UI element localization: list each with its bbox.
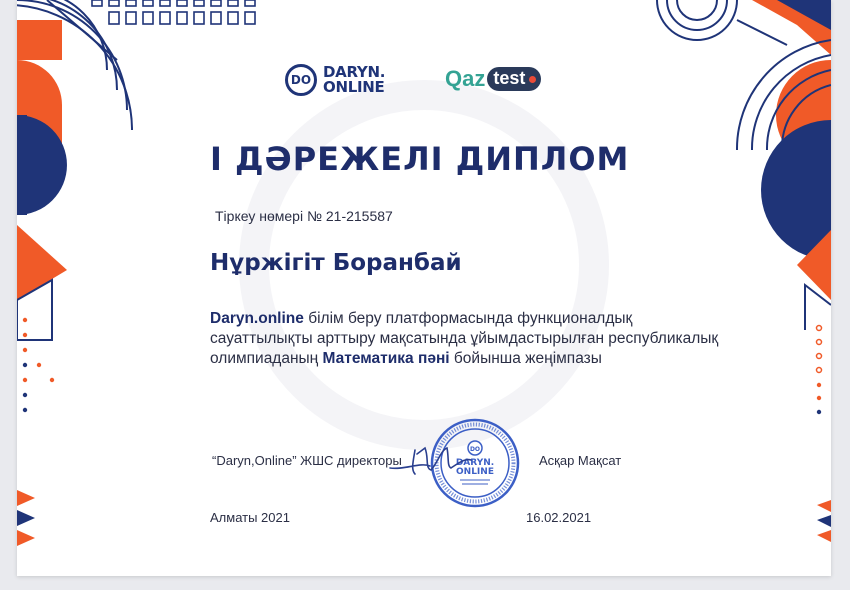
description-part-1: білім беру платформасында функционалдық сауаттылықты арттыру мақсатында ұйымдастырылған республикалық олимпиаданың — [210, 310, 719, 367]
subject-name: Математика пәні — [322, 350, 450, 367]
stamp-mark: DO — [469, 446, 481, 453]
qaz-wordmark: Qaz — [445, 66, 486, 91]
description-part-2: бойынша жеңімпазы — [449, 350, 602, 367]
decorative-background — [17, 0, 831, 576]
registration-number: Тіркеу нөмері № 21-215587 — [215, 208, 393, 224]
right-decoration — [657, 0, 831, 542]
daryn-online-wordmark — [323, 65, 385, 95]
director-signature — [385, 440, 475, 476]
qaztest-logo — [445, 64, 541, 94]
do-logo-mark: DO — [285, 64, 317, 96]
issue-date: 16.02.2021 — [526, 510, 592, 525]
director-label: “Daryn,Online” ЖШС директоры — [212, 453, 402, 468]
director-name: Асқар Мақсат — [539, 453, 622, 468]
test-wordmark: test — [487, 67, 541, 91]
top-squares — [92, 0, 255, 24]
stamp-line1: DARYN. — [455, 458, 495, 468]
recipient-name: Нұржігіт Боранбай — [210, 250, 462, 276]
stamp-line2: ONLINE — [456, 467, 494, 477]
award-description — [210, 309, 730, 369]
daryn-wordmark-line2: ONLINE — [323, 78, 385, 96]
diploma-title: І ДӘРЕЖЕЛІ ДИПЛОМ — [210, 140, 630, 178]
city-year: Алматы 2021 — [210, 510, 290, 525]
daryn-wordmark-line1: DARYN. — [323, 63, 386, 81]
certificate — [17, 0, 831, 576]
daryn-online-logo — [285, 60, 385, 100]
platform-name: Daryn.online — [210, 310, 304, 327]
left-decoration — [17, 0, 132, 546]
